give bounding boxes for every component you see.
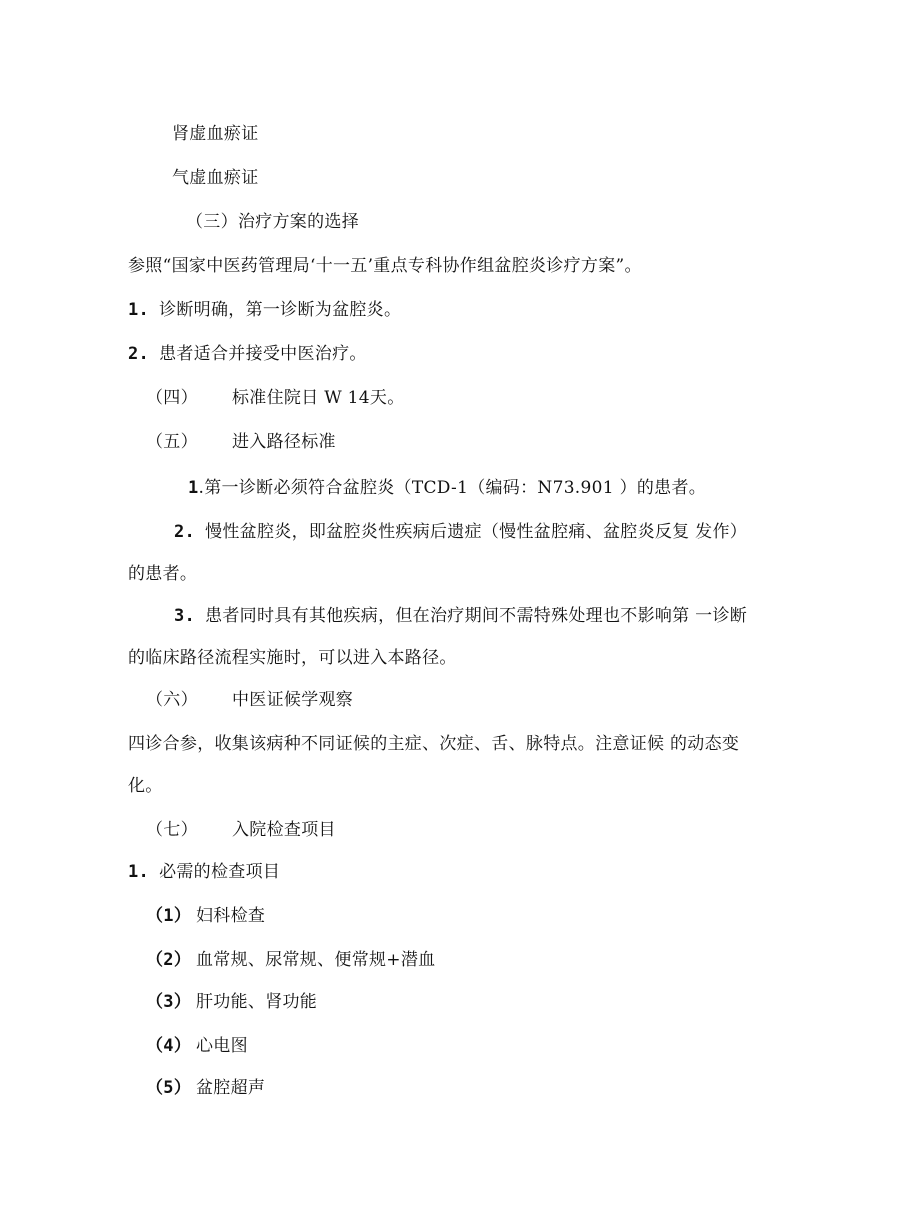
line-text: （三）治疗方案的选择 bbox=[186, 212, 359, 232]
item-number: 1. bbox=[128, 300, 150, 320]
line-text: 的患者。 bbox=[128, 564, 198, 584]
line-text: 患者适合并接受中医治疗。 bbox=[159, 344, 367, 364]
line-text: 肾虚血瘀证 bbox=[172, 124, 259, 144]
exam-item-2 bbox=[146, 948, 435, 972]
line-text: 患者同时具有其他疾病，但在治疗期间不需特殊处理也不影响第 一诊断 bbox=[205, 606, 748, 626]
section-marker: （七） bbox=[146, 820, 198, 840]
line-text: 参照“国家中医药管理局‘十一五’重点专科协作组盆腔炎诊疗方案”。 bbox=[128, 256, 642, 276]
criteria-item-2 bbox=[128, 342, 367, 366]
section-five-heading bbox=[146, 430, 336, 454]
line-text: 诊断明确，第一诊断为盆腔炎。 bbox=[159, 300, 402, 320]
line-text: 慢性盆腔炎，即盆腔炎性疾病后遗症（慢性盆腔痛、盆腔炎反复 发作） bbox=[205, 522, 748, 542]
section-seven-heading bbox=[146, 818, 336, 842]
item-number: 2. bbox=[174, 522, 196, 542]
sub-item-marker: （4） bbox=[146, 1036, 192, 1056]
exam-item-1 bbox=[146, 904, 265, 928]
required-exams-heading bbox=[128, 860, 280, 884]
section-six-heading bbox=[146, 688, 353, 712]
item-number: 1 bbox=[188, 478, 199, 498]
line-text: 气虚血瘀证 bbox=[172, 168, 259, 188]
sub-item-marker: （1） bbox=[146, 906, 192, 926]
line-text: 化。 bbox=[128, 776, 163, 796]
line-text: 入院检查项目 bbox=[232, 820, 336, 840]
line-text: 标准住院日 W 14天。 bbox=[232, 388, 405, 408]
sub-item-marker: （5） bbox=[146, 1078, 192, 1098]
section-marker: （六） bbox=[146, 690, 198, 710]
observation-paragraph bbox=[128, 732, 739, 756]
criteria-item-1 bbox=[128, 298, 401, 322]
line-text: 的临床路径流程实施时，可以进入本路径。 bbox=[128, 648, 457, 668]
line-text: 四诊合参，收集该病种不同证候的主症、次症、舌、脉特点。注意证候 的动态变 bbox=[128, 734, 740, 754]
section-four-heading bbox=[146, 386, 405, 410]
section-marker: （四） bbox=[146, 388, 198, 408]
line-text: 进入路径标准 bbox=[232, 432, 336, 452]
sub-item-marker: （3） bbox=[146, 992, 192, 1012]
exam-item-4 bbox=[146, 1034, 248, 1058]
line-text: 肝功能、肾功能 bbox=[196, 992, 318, 1012]
entry-criteria-3-continued bbox=[128, 646, 457, 670]
item-number: 3. bbox=[174, 606, 196, 626]
line-text: .第一诊断必须符合盆腔炎（TCD-1（编码：N73.901 ）的患者。 bbox=[198, 478, 707, 498]
syndrome-qi-deficiency bbox=[172, 166, 259, 190]
item-number: 1. bbox=[128, 862, 150, 882]
exam-item-3 bbox=[146, 990, 317, 1014]
observation-paragraph-continued bbox=[128, 774, 163, 798]
entry-criteria-1 bbox=[188, 476, 706, 500]
line-text: 盆腔超声 bbox=[196, 1078, 266, 1098]
line-text: 中医证候学观察 bbox=[232, 690, 354, 710]
exam-item-5 bbox=[146, 1076, 265, 1100]
line-text: 血常规、尿常规、便常规+潜血 bbox=[196, 950, 436, 970]
entry-criteria-2-continued bbox=[128, 562, 197, 586]
line-text: 必需的检查项目 bbox=[159, 862, 281, 882]
entry-criteria-3 bbox=[174, 604, 747, 628]
sub-item-marker: （2） bbox=[146, 950, 192, 970]
syndrome-kidney-deficiency bbox=[172, 122, 259, 146]
line-text: 妇科检查 bbox=[196, 906, 266, 926]
line-text: 心电图 bbox=[196, 1036, 248, 1056]
entry-criteria-2 bbox=[174, 520, 747, 544]
section-marker: （五） bbox=[146, 432, 198, 452]
section-three-heading bbox=[186, 210, 359, 234]
reference-paragraph bbox=[128, 254, 642, 278]
item-number: 2. bbox=[128, 344, 150, 364]
